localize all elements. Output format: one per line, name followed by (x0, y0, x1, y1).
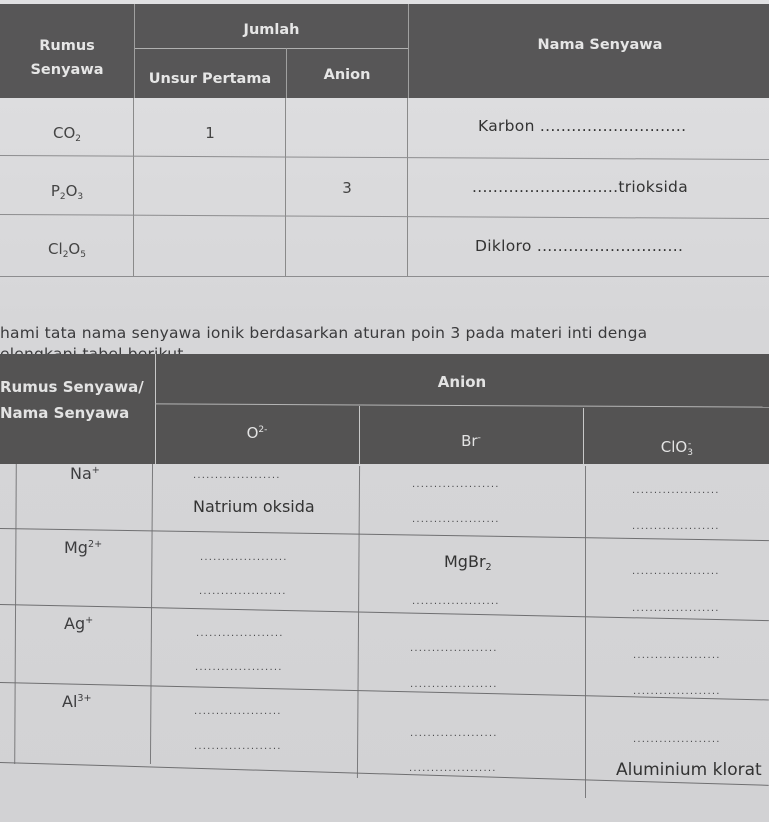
given-formula-mgbr2 (444, 552, 492, 573)
answer-blank[interactable]: .................... (632, 521, 720, 532)
header-anion: Anion (323, 67, 371, 83)
grid-line (0, 276, 769, 277)
answer-blank[interactable]: .................... (194, 706, 282, 717)
cation-na (70, 464, 100, 483)
answer-blank[interactable]: .................... (412, 514, 500, 525)
grid-line (0, 214, 769, 219)
anion-charge: - (687, 439, 692, 449)
grid-line (357, 466, 360, 778)
formula-subscript: 2 (485, 562, 492, 573)
cation-mg (64, 538, 102, 557)
grid-line (0, 155, 769, 160)
cation-charge: + (91, 465, 100, 476)
header-divider (408, 4, 409, 98)
formula-text: Cl (48, 240, 63, 258)
answer-blank[interactable]: .................... (199, 586, 287, 597)
answer-blank[interactable]: .................... (633, 734, 721, 745)
header-rumus-line2: Senyawa (30, 62, 104, 78)
header-anion: Anion (437, 373, 487, 391)
header-divider (155, 354, 156, 464)
answer-blank[interactable]: .................... (196, 628, 284, 639)
given-name: Aluminium klorat (616, 760, 762, 780)
anion-value: 3 (342, 179, 352, 197)
anion-br (359, 432, 583, 450)
nama-senyawa-field[interactable]: ............................trioksida (472, 178, 688, 196)
anion-clo3 (583, 438, 769, 458)
anion-symbol: O (246, 424, 259, 442)
formula-text: O (65, 182, 78, 200)
answer-blank[interactable]: .................... (410, 643, 498, 654)
answer-blank[interactable]: .................... (632, 485, 720, 496)
cation-symbol: Ag (64, 614, 86, 633)
formula-subscript: 2 (75, 134, 81, 144)
anion-subscript: 3 (687, 448, 693, 458)
formula-p2o3 (0, 182, 134, 202)
header-jumlah: Jumlah (243, 22, 300, 38)
cation-symbol: Mg (64, 538, 88, 557)
header-rumus-senyawa (0, 34, 134, 82)
given-name: Natrium oksida (193, 497, 315, 516)
answer-blank[interactable]: .................... (633, 686, 721, 697)
anion-charge: - (477, 433, 481, 443)
answer-blank[interactable]: .................... (409, 763, 497, 774)
cation-charge: + (85, 615, 94, 626)
formula-subscript: 3 (77, 192, 84, 202)
formula-text: O (68, 240, 81, 258)
formula-text: MgBr (444, 552, 486, 571)
formula-text: CO (52, 124, 76, 142)
answer-blank[interactable]: .................... (410, 679, 498, 690)
header-unsur-pertama: Unsur Pertama (148, 71, 272, 87)
cation-charge: 2+ (87, 539, 103, 550)
formula-subscript: 2 (59, 192, 66, 202)
answer-blank[interactable]: .................... (633, 650, 721, 661)
cation-charge: 3+ (77, 693, 92, 704)
header-divider (155, 403, 769, 407)
header-divider (134, 48, 409, 49)
header-line2: Nama Senyawa (0, 404, 130, 422)
header-rumus-nama-senyawa (0, 374, 150, 426)
cation-symbol: Na (70, 464, 92, 483)
cation-al (62, 692, 92, 711)
anion-symbol: ClO (660, 438, 688, 456)
anion-o2 (155, 424, 359, 442)
table1-header (0, 4, 769, 98)
header-line1: Rumus Senyawa/ (0, 378, 144, 396)
header-nama-senyawa: Nama Senyawa (537, 37, 663, 53)
nama-senyawa-field[interactable]: Dikloro ............................ (475, 237, 684, 255)
cation-symbol: Al (62, 692, 78, 711)
formula-co2 (0, 124, 134, 144)
answer-blank[interactable]: .................... (193, 470, 281, 481)
instruction-line1: hami tata nama senyawa ionik berdasarkan aturan poin 3 pada materi inti denga (0, 324, 648, 342)
formula-subscript: 5 (80, 250, 86, 260)
grid-line (150, 464, 153, 764)
answer-blank[interactable]: .................... (412, 479, 500, 490)
grid-line (14, 464, 17, 764)
table2-header (0, 354, 769, 464)
anion-charge: 2- (258, 425, 268, 435)
formula-text: P (50, 182, 60, 200)
answer-blank[interactable]: .................... (200, 552, 288, 563)
answer-blank[interactable]: .................... (632, 603, 720, 614)
formula-subscript: 2 (62, 250, 69, 260)
answer-blank[interactable]: .................... (195, 662, 283, 673)
formula-cl2o5 (0, 240, 134, 260)
answer-blank[interactable]: .................... (194, 741, 282, 752)
nama-senyawa-field[interactable]: Karbon ............................ (478, 117, 687, 135)
header-rumus-line1: Rumus (39, 38, 95, 54)
answer-blank[interactable]: .................... (412, 596, 500, 607)
cation-ag (64, 614, 93, 633)
grid-line (585, 466, 586, 798)
unsur-pertama-value: 1 (205, 124, 215, 142)
answer-blank[interactable]: .................... (410, 728, 498, 739)
answer-blank[interactable]: .................... (632, 566, 720, 577)
anion-symbol: Br (461, 432, 478, 450)
